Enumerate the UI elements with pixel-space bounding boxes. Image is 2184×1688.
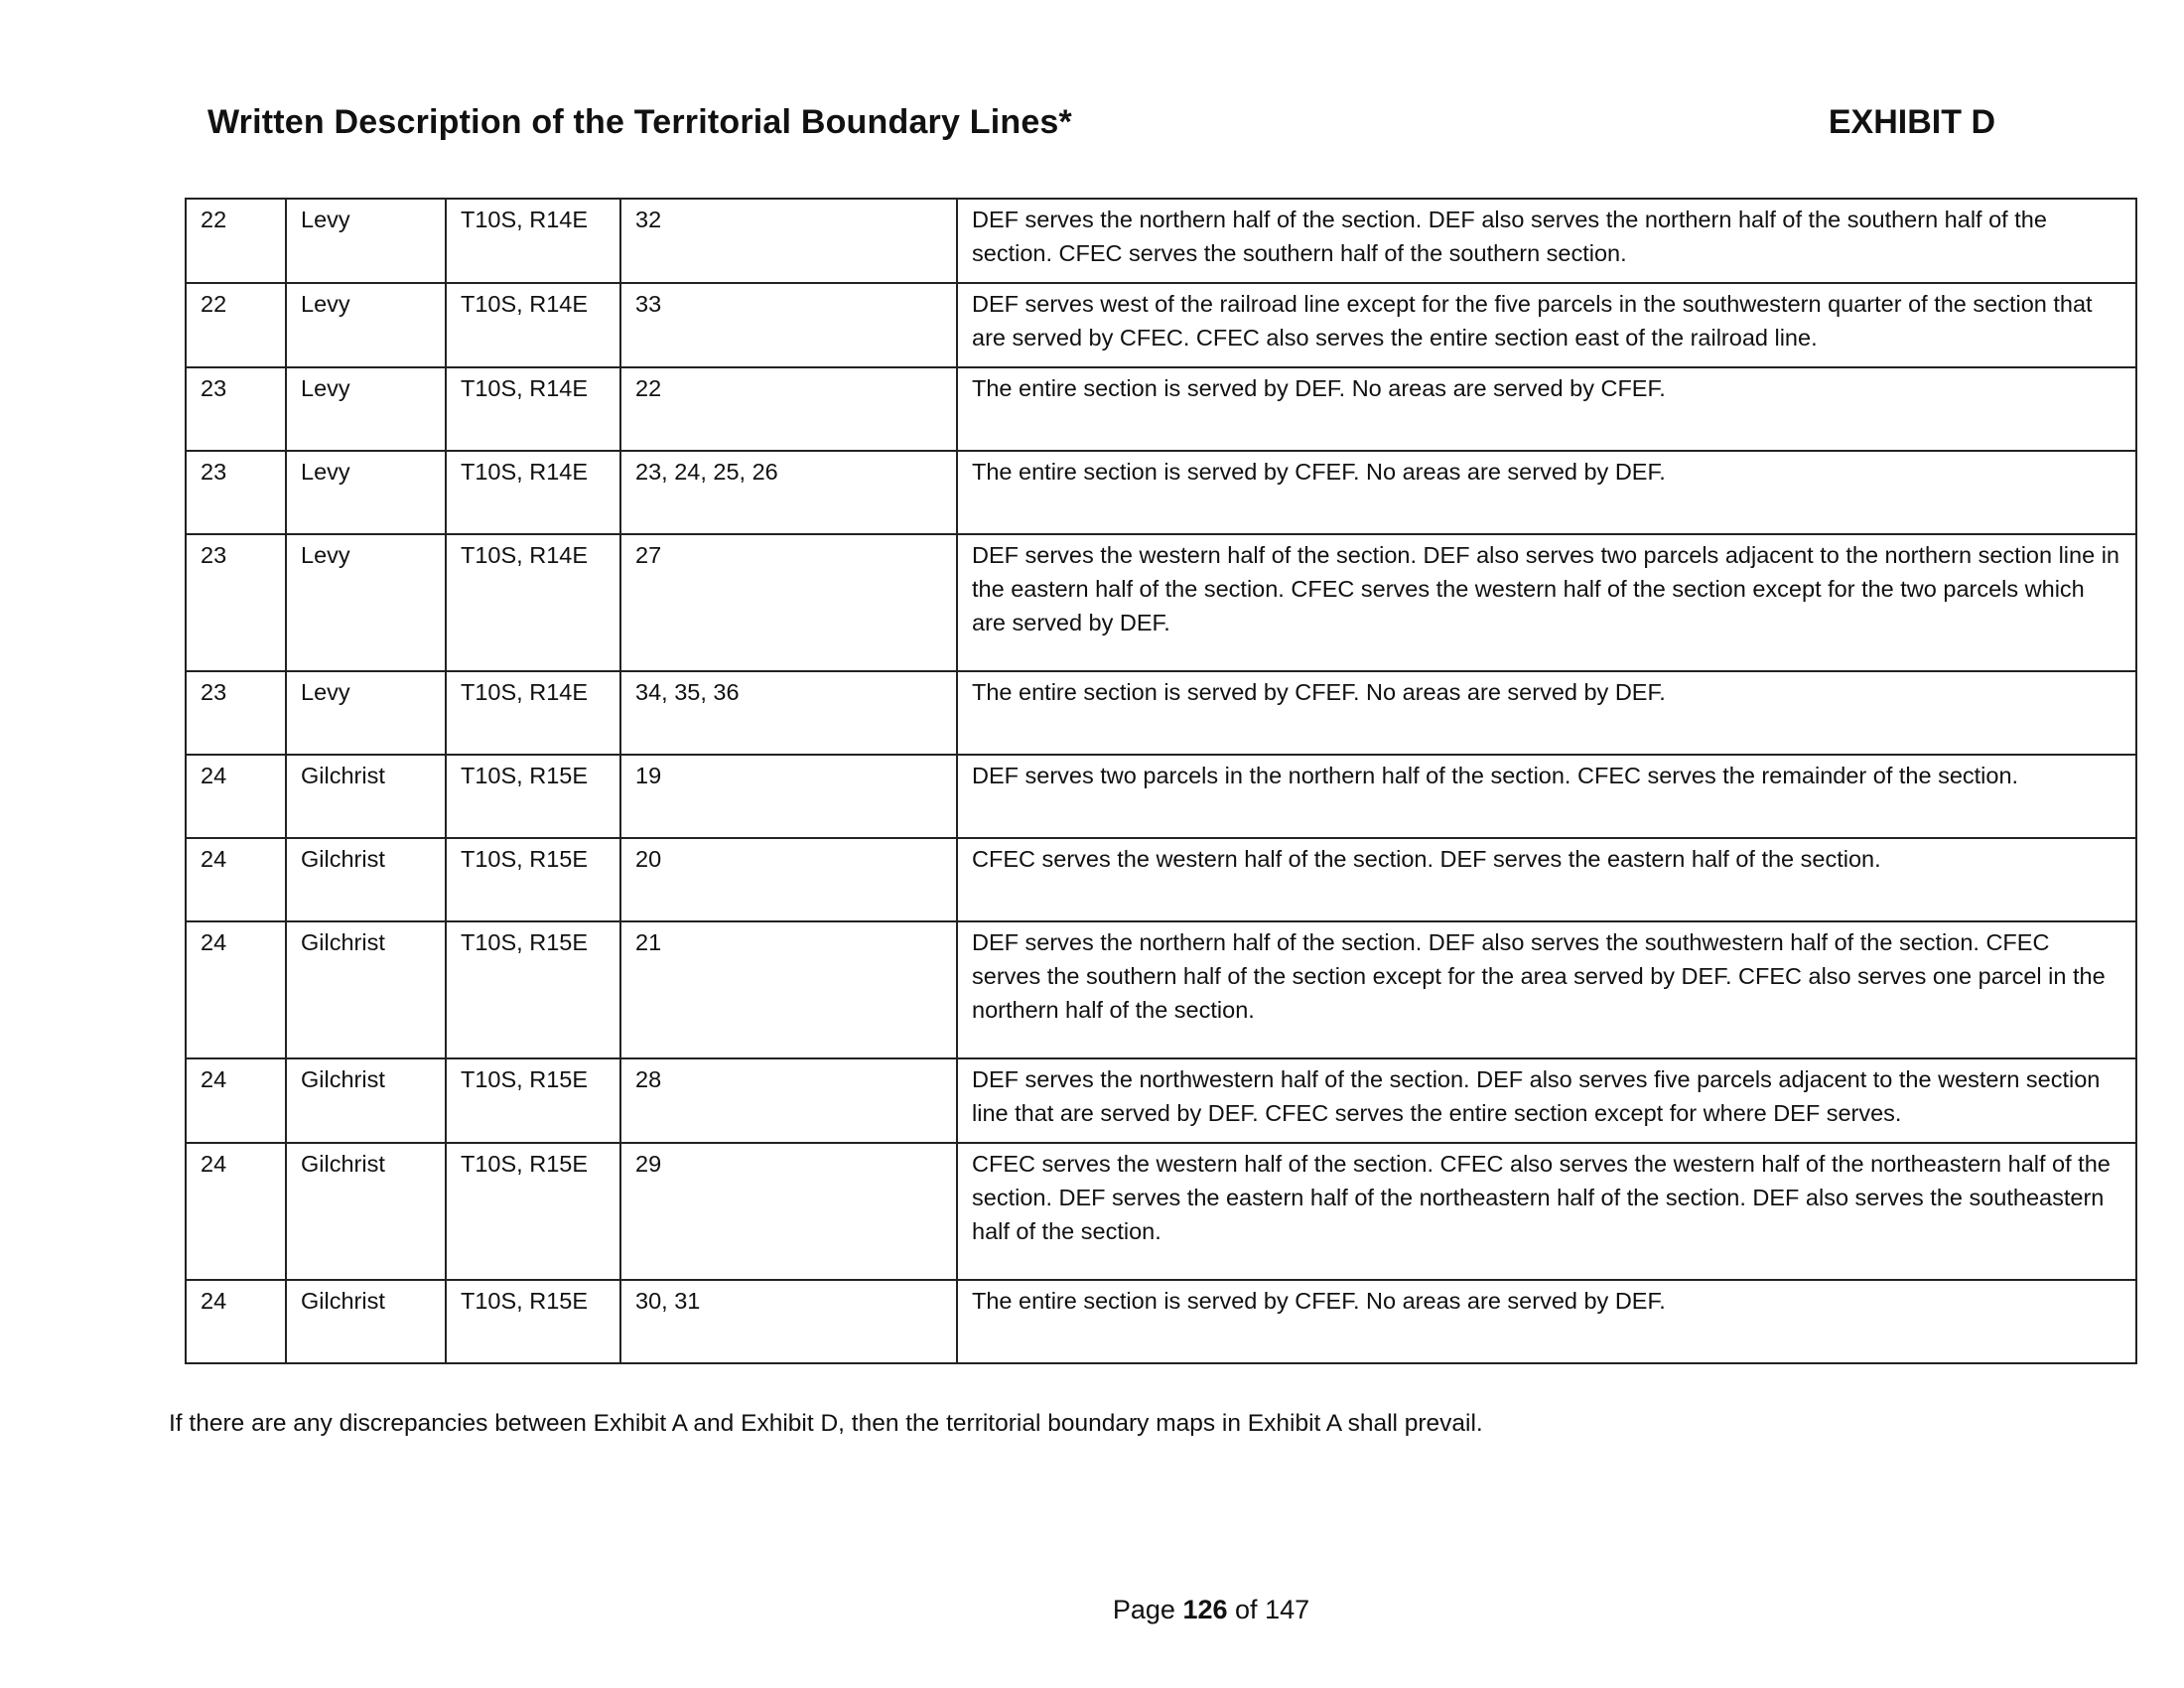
cell-township-range: T10S, R15E xyxy=(446,755,620,838)
cell-county: Gilchrist xyxy=(286,1280,446,1363)
cell-county: Gilchrist xyxy=(286,921,446,1058)
cell-county: Levy xyxy=(286,534,446,671)
cell-township-range: T10S, R15E xyxy=(446,1143,620,1280)
cell-sections: 34, 35, 36 xyxy=(620,671,957,755)
cell-description: The entire section is served by CFEF. No areas are served by DEF. xyxy=(957,1280,2136,1363)
cell-township-range: T10S, R15E xyxy=(446,921,620,1058)
cell-township-range: T10S, R14E xyxy=(446,451,620,534)
cell-sections: 27 xyxy=(620,534,957,671)
cell-sections: 23, 24, 25, 26 xyxy=(620,451,957,534)
exhibit-label: EXHIBIT D xyxy=(1828,103,1995,141)
cell-county: Gilchrist xyxy=(286,755,446,838)
cell-county: Levy xyxy=(286,367,446,451)
cell-township-range: T10S, R15E xyxy=(446,1280,620,1363)
cell-sections: 19 xyxy=(620,755,957,838)
cell-page: 23 xyxy=(186,534,286,671)
cell-township-range: T10S, R15E xyxy=(446,1058,620,1143)
cell-description: DEF serves the northern half of the section. DEF also serves the southwestern half of the section. CFEC serves the southern half of the section except for the area served by DEF. CFEC also serves one parcel in the northern half of the section. xyxy=(957,921,2136,1058)
cell-township-range: T10S, R14E xyxy=(446,283,620,367)
cell-county: Levy xyxy=(286,283,446,367)
page-total: 147 xyxy=(1265,1595,1310,1624)
cell-township-range: T10S, R15E xyxy=(446,838,620,921)
cell-county: Gilchrist xyxy=(286,1143,446,1280)
table-row xyxy=(186,755,2136,838)
table-row xyxy=(186,199,2136,283)
table-row xyxy=(186,1058,2136,1143)
table-row xyxy=(186,534,2136,671)
cell-description: The entire section is served by CFEF. No areas are served by DEF. xyxy=(957,451,2136,534)
table-row xyxy=(186,451,2136,534)
cell-sections: 22 xyxy=(620,367,957,451)
page-current: 126 xyxy=(1182,1595,1228,1624)
table-row xyxy=(186,283,2136,367)
cell-page: 24 xyxy=(186,1280,286,1363)
cell-sections: 21 xyxy=(620,921,957,1058)
cell-description: DEF serves the northern half of the section. DEF also serves the northern half of the southern half of the section. CFEC serves the southern half of the southern section. xyxy=(957,199,2136,283)
cell-description: DEF serves two parcels in the northern half of the section. CFEC serves the remainder of the section. xyxy=(957,755,2136,838)
cell-description: DEF serves the western half of the section. DEF also serves two parcels adjacent to the northern section line in the eastern half of the section. CFEC serves the western half of the section except for the two parcels which are served by DEF. xyxy=(957,534,2136,671)
cell-sections: 30, 31 xyxy=(620,1280,957,1363)
cell-description: CFEC serves the western half of the section. DEF serves the eastern half of the section. xyxy=(957,838,2136,921)
cell-description: DEF serves west of the railroad line except for the five parcels in the southwestern quarter of the section that are served by CFEC. CFEC also serves the entire section east of the railroad line. xyxy=(957,283,2136,367)
table-row xyxy=(186,1143,2136,1280)
table-row xyxy=(186,921,2136,1058)
cell-sections: 28 xyxy=(620,1058,957,1143)
cell-description: The entire section is served by CFEF. No areas are served by DEF. xyxy=(957,671,2136,755)
page-prefix: Page xyxy=(1112,1595,1175,1624)
cell-county: Levy xyxy=(286,671,446,755)
table-row xyxy=(186,671,2136,755)
page-of: of xyxy=(1235,1595,1258,1624)
cell-township-range: T10S, R14E xyxy=(446,367,620,451)
cell-page: 24 xyxy=(186,1143,286,1280)
cell-page: 23 xyxy=(186,451,286,534)
document-title: Written Description of the Territorial Boundary Lines* xyxy=(207,103,1072,141)
cell-page: 24 xyxy=(186,1058,286,1143)
cell-sections: 20 xyxy=(620,838,957,921)
cell-page: 24 xyxy=(186,838,286,921)
cell-township-range: T10S, R14E xyxy=(446,534,620,671)
cell-description: DEF serves the northwestern half of the section. DEF also serves five parcels adjacent to the western section line that are served by DEF. CFEC serves the entire section except for where DEF serves. xyxy=(957,1058,2136,1143)
cell-township-range: T10S, R14E xyxy=(446,671,620,755)
cell-page: 24 xyxy=(186,755,286,838)
cell-page: 24 xyxy=(186,921,286,1058)
cell-county: Levy xyxy=(286,199,446,283)
cell-sections: 32 xyxy=(620,199,957,283)
page-number xyxy=(0,1595,2184,1625)
cell-sections: 33 xyxy=(620,283,957,367)
footnote: If there are any discrepancies between Exhibit A and Exhibit D, then the territorial boundary maps in Exhibit A shall prevail. xyxy=(169,1410,1483,1437)
cell-page: 22 xyxy=(186,283,286,367)
table-row xyxy=(186,1280,2136,1363)
cell-page: 22 xyxy=(186,199,286,283)
cell-county: Levy xyxy=(286,451,446,534)
cell-sections: 29 xyxy=(620,1143,957,1280)
table-row xyxy=(186,838,2136,921)
table-row xyxy=(186,367,2136,451)
cell-county: Gilchrist xyxy=(286,838,446,921)
boundary-table xyxy=(185,198,2137,1364)
cell-page: 23 xyxy=(186,671,286,755)
cell-township-range: T10S, R14E xyxy=(446,199,620,283)
cell-description: The entire section is served by DEF. No areas are served by CFEF. xyxy=(957,367,2136,451)
cell-county: Gilchrist xyxy=(286,1058,446,1143)
cell-description: CFEC serves the western half of the section. CFEC also serves the western half of the northeastern half of the section. DEF serves the eastern half of the northeastern half of the section. DEF also serves the southeastern half of the section. xyxy=(957,1143,2136,1280)
cell-page: 23 xyxy=(186,367,286,451)
